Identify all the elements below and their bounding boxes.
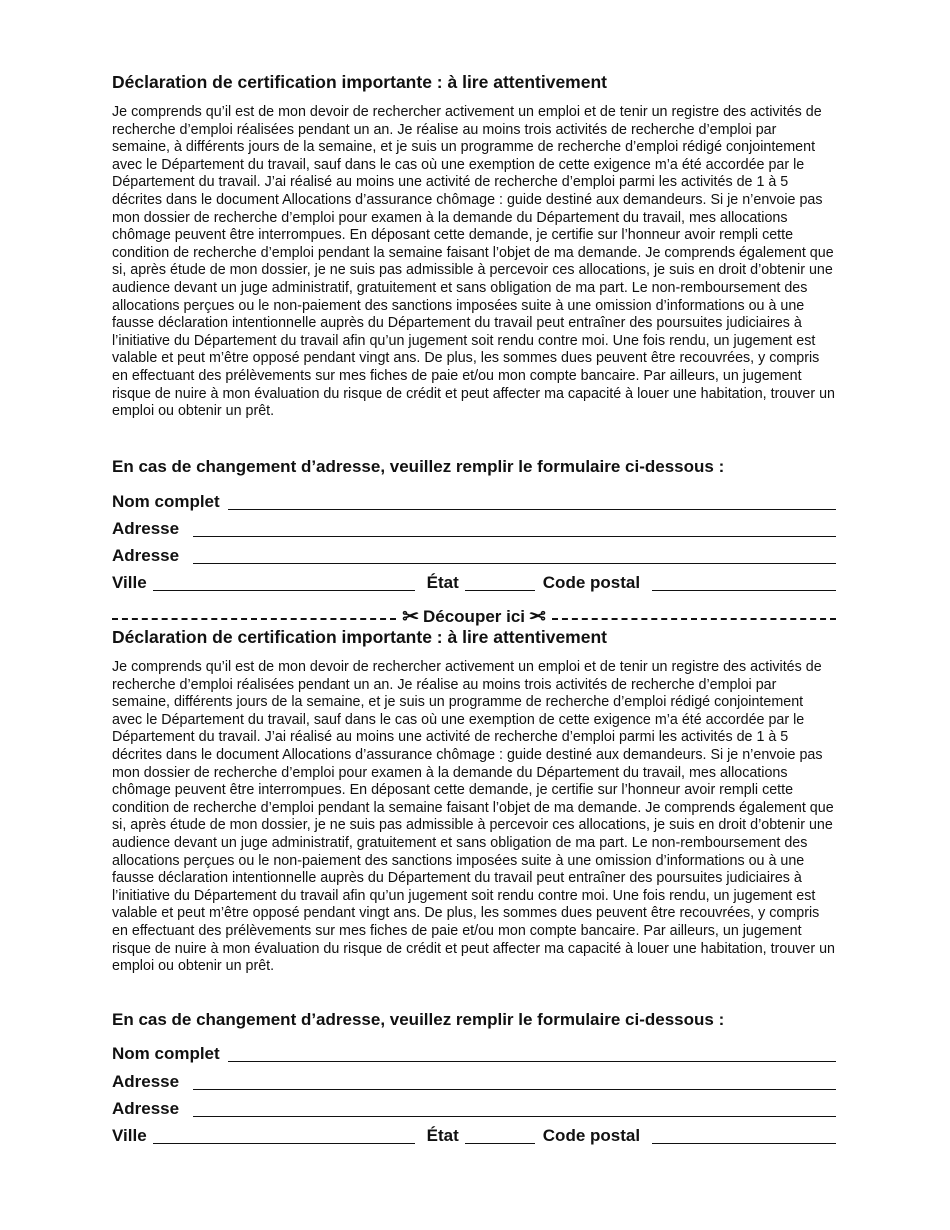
full-name-field[interactable]: [228, 491, 836, 510]
zip-field[interactable]: [652, 572, 836, 591]
zip-field[interactable]: [652, 1125, 836, 1144]
cut-label-group: [396, 607, 552, 627]
scissors-icon: ✂: [402, 606, 419, 628]
address-row-1: [112, 515, 836, 539]
state-label: État: [426, 573, 459, 592]
state-field[interactable]: [465, 572, 535, 591]
address-label: Adresse: [112, 1072, 180, 1091]
certification-paragraph: Je comprends qu’il est de mon devoir de rechercher activement un emploi et de tenir un registre des activités de recherche d’emploi réalisées pendant un an. Je réalise au moins trois activités de recherche d’emploi par semaine, à différents jours de la semaine, et je suis un programme de recherche d’emploi rédigé conjointement avec le Département du travail, sauf dans le cas où une exemption de cette exigence m’a été accordée par le Département du travail. J’ai réalisé au moins une activité de recherche d’emploi parmi les activités de 1 à 5 décrites dans le document Allocations d’assurance chômage : guide destiné aux demandeurs. Si je n’envoie pas mon dossier de recherche d’emploi pour examen à la demande du Département du travail, mes allocations chômage peuvent être interrompues. En déposant cette demande, je certifie sur l’honneur avoir rempli cette condition de recherche d’emploi pendant la semaine faisant l’objet de ma demande. Je comprends également que si, après étude de mon dossier, je ne suis pas admissible à percevoir ces allocations, je suis en droit d’obtenir une audience devant un juge administratif, gratuitement et sans obligation de ma part. Le non-remboursement des allocations perçues ou le non-paiement des sanctions imposées suite à une omission d’informations ou à une fausse déclaration intentionnelle auprès du Département du travail peut entraîner des poursuites judiciaires à l’initiative du Département du travail afin qu’un jugement soit rendu contre moi. Une fois rendu, un jugement est valable et peut m’être opposé pendant vingt ans. De plus, les sommes dues peuvent être recouvrées, y compris en effectuant des prélèvements sur mes fiches de paie et/ou mon compte bancaire. Par ailleurs, un jugement risque de nuire à mon évaluation du risque de crédit et peut affecter ma capacité à louer une habitation, trouver un emploi ou obtenir un prêt.: [112, 104, 835, 420]
state-field[interactable]: [465, 1125, 535, 1144]
city-state-zip-row: [112, 1122, 836, 1146]
certification-paragraph: Je comprends qu’il est de mon devoir de rechercher activement un emploi et de tenir un registre des activités de recherche d’emploi réalisées pendant un an. Je réalise au moins trois activités de recherche d’emploi par semaine, différents jours de la semaine, et je suis un programme de recherche d’emploi rédigé conjointement avec le Département du travail, sauf dans le cas où une exemption de cette exigence m’a été accordée par le Département du travail. J’ai réalisé au moins une activité de recherche d’emploi parmi les activités de 1 à 5 décrites dans le document Allocations d’assurance chômage : guide destiné aux demandeurs. Si je n’envoie pas mon dossier de recherche d’emploi pour examen à la demande du Département du travail, mes allocations chômage peuvent être interrompues. En déposant cette demande, je certifie sur l’honneur avoir rempli cette condition de recherche d’emploi pendant la semaine faisant l’objet de ma demande. Je comprends également que si, après étude de mon dossier, je ne suis pas admissible à percevoir ces allocations, je suis en droit d’obtenir une audience devant un juge administratif, gratuitement et sans obligation de ma part. Le non-remboursement des allocations perçues ou le non-paiement des sanctions imposées suite à une omission d’informations ou à une fausse déclaration intentionnelle auprès du Département du travail peut entraîner des poursuites judiciaires à l’initiative du Département du travail afin qu’un jugement soit rendu contre moi. Une fois rendu, un jugement est valable et peut m’être opposé pendant vingt ans. De plus, les sommes dues peuvent être recouvrées, y compris en effectuant des prélèvements sur mes fiches de paie et/ou mon compte bancaire. Par ailleurs, un jugement risque de nuire à mon évaluation du risque de crédit et peut affecter ma capacité à louer une habitation, trouver un emploi ou obtenir un prêt.: [112, 659, 835, 975]
address-row-2: [112, 542, 836, 566]
address-label: Adresse: [112, 519, 180, 538]
address-label: Adresse: [112, 546, 180, 565]
section-heading: Déclaration de certification importante : à lire attentivement: [112, 72, 607, 92]
section-heading: Déclaration de certification importante : à lire attentivement: [112, 627, 607, 647]
cut-line: [112, 605, 836, 629]
address-form-1: [112, 488, 836, 598]
address-field-2[interactable]: [193, 1098, 836, 1117]
address-field-1[interactable]: [193, 1071, 836, 1090]
address-row-1: [112, 1068, 836, 1092]
full-name-row: [112, 1040, 836, 1064]
address-field-2[interactable]: [193, 545, 836, 564]
address-form-2: [112, 1040, 836, 1150]
city-label: Ville: [112, 1126, 147, 1145]
full-name-row: [112, 488, 836, 512]
city-field[interactable]: [153, 1125, 415, 1144]
city-label: Ville: [112, 573, 147, 592]
zip-label: Code postal: [542, 1126, 641, 1145]
city-field[interactable]: [153, 572, 415, 591]
city-state-zip-row: [112, 569, 836, 593]
full-name-field[interactable]: [228, 1043, 836, 1062]
full-name-label: Nom complet: [112, 1044, 220, 1063]
cut-dashes-right: [552, 618, 836, 620]
certification-section-1: [112, 72, 836, 421]
form-heading: En cas de changement d’adresse, veuillez remplir le formulaire ci-dessous :: [112, 1010, 725, 1029]
address-change-heading-2: [112, 1010, 836, 1030]
state-label: État: [426, 1126, 459, 1145]
address-label: Adresse: [112, 1099, 180, 1118]
scissors-icon: ✂: [529, 606, 546, 628]
certification-section-2: [112, 627, 836, 976]
zip-label: Code postal: [542, 573, 641, 592]
address-row-2: [112, 1095, 836, 1119]
address-field-1[interactable]: [193, 518, 836, 537]
cut-label: Découper ici: [422, 607, 526, 626]
full-name-label: Nom complet: [112, 492, 220, 511]
cut-dashes-left: [112, 618, 396, 620]
address-change-heading-1: [112, 457, 836, 477]
form-heading: En cas de changement d’adresse, veuillez remplir le formulaire ci-dessous :: [112, 457, 725, 476]
